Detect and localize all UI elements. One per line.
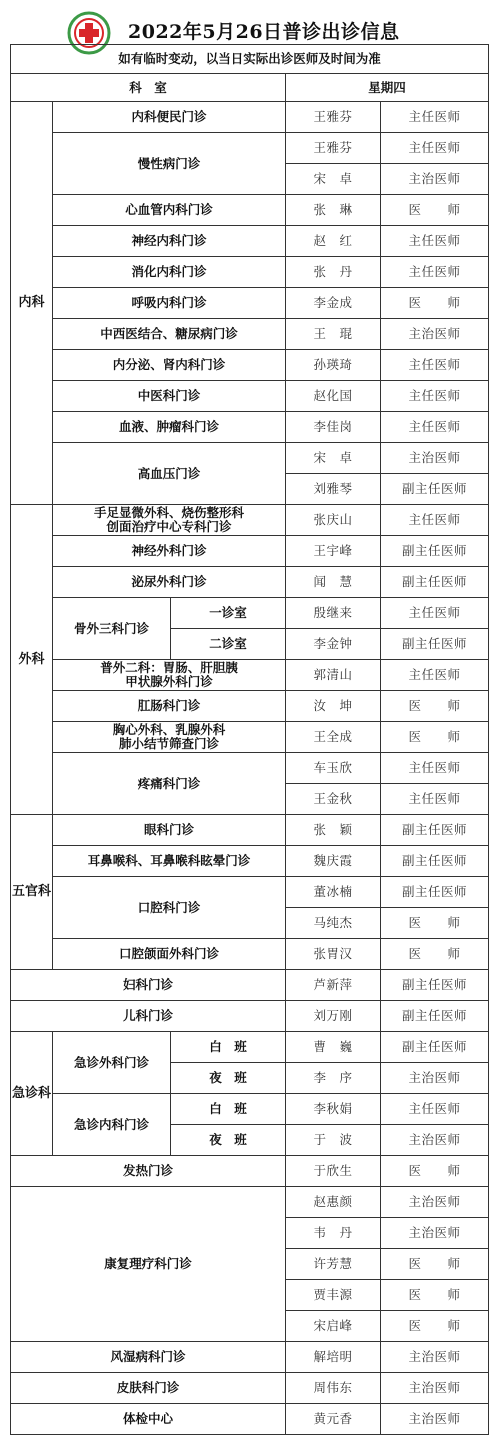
table-row bbox=[11, 598, 489, 629]
table-row bbox=[11, 660, 489, 691]
doctor-name: 宋 卓 bbox=[286, 443, 381, 474]
dept-cell: 慢性病门诊 bbox=[53, 133, 286, 195]
doctor-name: 李秋娟 bbox=[286, 1094, 381, 1125]
doctor-title: 主任医师 bbox=[381, 753, 489, 784]
doctor-name: 张 丹 bbox=[286, 257, 381, 288]
table-row bbox=[11, 1373, 489, 1404]
doctor-title: 主治医师 bbox=[381, 1125, 489, 1156]
category-jizhen: 急诊科 bbox=[11, 1032, 53, 1156]
shift-cell: 白 班 bbox=[171, 1032, 286, 1063]
table-row bbox=[11, 133, 489, 164]
shift-cell: 夜 班 bbox=[171, 1125, 286, 1156]
doctor-title: 主治医师 bbox=[381, 164, 489, 195]
table-row bbox=[11, 815, 489, 846]
schedule-table bbox=[10, 44, 489, 1435]
dept-cell: 消化内科门诊 bbox=[53, 257, 286, 288]
dept-cell: 中西医结合、糖尿病门诊 bbox=[53, 319, 286, 350]
doctor-name: 张胃汉 bbox=[286, 939, 381, 970]
dept-line: 甲状腺外科门诊 bbox=[125, 674, 213, 689]
doctor-title: 副主任医师 bbox=[381, 815, 489, 846]
doctor-name: 李金钟 bbox=[286, 629, 381, 660]
doctor-title: 主治医师 bbox=[381, 1218, 489, 1249]
table-row bbox=[11, 970, 489, 1001]
doctor-title: 主任医师 bbox=[381, 1094, 489, 1125]
doctor-title: 副主任医师 bbox=[381, 877, 489, 908]
dept-line: 创面治疗中心专科门诊 bbox=[106, 519, 232, 534]
doctor-title: 主任医师 bbox=[381, 102, 489, 133]
doctor-name: 马纯杰 bbox=[286, 908, 381, 939]
dept-cell: 急诊外科门诊 bbox=[53, 1032, 171, 1094]
dept-cell: 急诊内科门诊 bbox=[53, 1094, 171, 1156]
doctor-name: 贾丰源 bbox=[286, 1280, 381, 1311]
dept-cell: 耳鼻喉科、耳鼻喉科眩晕门诊 bbox=[53, 846, 286, 877]
table-row bbox=[11, 753, 489, 784]
doctor-title: 主治医师 bbox=[381, 1404, 489, 1435]
doctor-title: 医 师 bbox=[381, 1156, 489, 1187]
dept-line: 肺小结节筛查门诊 bbox=[118, 736, 219, 751]
doctor-name: 张 琳 bbox=[286, 195, 381, 226]
header-dept: 科 室 bbox=[11, 74, 286, 102]
doctor-name: 魏庆霞 bbox=[286, 846, 381, 877]
dept-cell: 肛肠科门诊 bbox=[53, 691, 286, 722]
dept-cell: 中医科门诊 bbox=[53, 381, 286, 412]
table-row bbox=[11, 195, 489, 226]
dept-cell: 高血压门诊 bbox=[53, 443, 286, 505]
doctor-title: 主任医师 bbox=[381, 598, 489, 629]
category-wuguan: 五官科 bbox=[11, 815, 53, 970]
sub-room: 一诊室 bbox=[171, 598, 286, 629]
doctor-name: 李 序 bbox=[286, 1063, 381, 1094]
doctor-title: 主治医师 bbox=[381, 1342, 489, 1373]
doctor-name: 闻 慧 bbox=[286, 567, 381, 598]
dept-cell bbox=[53, 505, 286, 536]
doctor-title: 医 师 bbox=[381, 1280, 489, 1311]
doctor-title: 副主任医师 bbox=[381, 970, 489, 1001]
doctor-title: 医 师 bbox=[381, 939, 489, 970]
doctor-title: 主任医师 bbox=[381, 660, 489, 691]
doctor-name: 芦新萍 bbox=[286, 970, 381, 1001]
table-row bbox=[11, 1156, 489, 1187]
doctor-name: 赵化国 bbox=[286, 381, 381, 412]
doctor-title: 副主任医师 bbox=[381, 536, 489, 567]
doctor-name: 许芳慧 bbox=[286, 1249, 381, 1280]
table-row bbox=[11, 381, 489, 412]
doctor-title: 副主任医师 bbox=[381, 846, 489, 877]
table-row bbox=[11, 1187, 489, 1218]
doctor-name: 于 波 bbox=[286, 1125, 381, 1156]
doctor-name: 黄元香 bbox=[286, 1404, 381, 1435]
doctor-name: 王雅芬 bbox=[286, 102, 381, 133]
sub-room: 二诊室 bbox=[171, 629, 286, 660]
doctor-title: 主治医师 bbox=[381, 319, 489, 350]
dept-cell: 神经外科门诊 bbox=[53, 536, 286, 567]
notice-row bbox=[11, 45, 489, 74]
dept-line: 胸心外科、乳腺外科 bbox=[112, 722, 226, 737]
dept-cell: 内科便民门诊 bbox=[53, 102, 286, 133]
dept-cell: 体检中心 bbox=[11, 1404, 286, 1435]
table-row bbox=[11, 939, 489, 970]
table-row bbox=[11, 226, 489, 257]
header-row bbox=[11, 74, 489, 102]
table-row bbox=[11, 1094, 489, 1125]
dept-cell: 呼吸内科门诊 bbox=[53, 288, 286, 319]
doctor-title: 主治医师 bbox=[381, 1187, 489, 1218]
doctor-name: 解培明 bbox=[286, 1342, 381, 1373]
table-row bbox=[11, 257, 489, 288]
dept-cell: 内分泌、肾内科门诊 bbox=[53, 350, 286, 381]
doctor-title: 医 师 bbox=[381, 908, 489, 939]
table-row bbox=[11, 722, 489, 753]
table-row bbox=[11, 319, 489, 350]
shift-cell: 白 班 bbox=[171, 1094, 286, 1125]
doctor-title: 医 师 bbox=[381, 1311, 489, 1342]
dept-cell bbox=[53, 660, 286, 691]
dept-cell bbox=[53, 722, 286, 753]
dept-cell: 骨外三科门诊 bbox=[53, 598, 171, 660]
doctor-name: 赵 红 bbox=[286, 226, 381, 257]
dept-cell: 康复理疗科门诊 bbox=[11, 1187, 286, 1342]
doctor-name: 车玉欣 bbox=[286, 753, 381, 784]
doctor-name: 郭清山 bbox=[286, 660, 381, 691]
doctor-name: 李金成 bbox=[286, 288, 381, 319]
doctor-name: 刘万刚 bbox=[286, 1001, 381, 1032]
doctor-name: 王金秋 bbox=[286, 784, 381, 815]
doctor-name: 宋启峰 bbox=[286, 1311, 381, 1342]
doctor-title: 主任医师 bbox=[381, 505, 489, 536]
doctor-title: 主治医师 bbox=[381, 1063, 489, 1094]
doctor-name: 王雅芬 bbox=[286, 133, 381, 164]
doctor-name: 于欣生 bbox=[286, 1156, 381, 1187]
table-row bbox=[11, 846, 489, 877]
doctor-title: 主任医师 bbox=[381, 133, 489, 164]
table-row bbox=[11, 288, 489, 319]
doctor-title: 医 师 bbox=[381, 691, 489, 722]
table-row bbox=[11, 443, 489, 474]
doctor-name: 孙瑛琦 bbox=[286, 350, 381, 381]
doctor-title: 副主任医师 bbox=[381, 1001, 489, 1032]
doctor-title: 主治医师 bbox=[381, 1373, 489, 1404]
doctor-title: 主任医师 bbox=[381, 381, 489, 412]
doctor-name: 周伟东 bbox=[286, 1373, 381, 1404]
doctor-title: 医 师 bbox=[381, 195, 489, 226]
doctor-name: 王 琨 bbox=[286, 319, 381, 350]
doctor-name: 董冰楠 bbox=[286, 877, 381, 908]
dept-cell: 口腔科门诊 bbox=[53, 877, 286, 939]
dept-cell: 心血管内科门诊 bbox=[53, 195, 286, 226]
category-waike: 外科 bbox=[11, 505, 53, 815]
doctor-title: 主任医师 bbox=[381, 257, 489, 288]
doctor-title: 主任医师 bbox=[381, 412, 489, 443]
dept-cell: 神经内科门诊 bbox=[53, 226, 286, 257]
doctor-title: 主任医师 bbox=[381, 226, 489, 257]
doctor-title: 副主任医师 bbox=[381, 629, 489, 660]
doctor-name: 刘雅琴 bbox=[286, 474, 381, 505]
table-row bbox=[11, 350, 489, 381]
doctor-name: 张 颖 bbox=[286, 815, 381, 846]
doctor-title: 副主任医师 bbox=[381, 1032, 489, 1063]
doctor-name: 张庆山 bbox=[286, 505, 381, 536]
table-row bbox=[11, 102, 489, 133]
table-row bbox=[11, 877, 489, 908]
page-header bbox=[10, 10, 488, 43]
doctor-name: 汝 坤 bbox=[286, 691, 381, 722]
doctor-title: 医 师 bbox=[381, 1249, 489, 1280]
table-row bbox=[11, 1404, 489, 1435]
doctor-name: 曹 巍 bbox=[286, 1032, 381, 1063]
dept-cell: 儿科门诊 bbox=[11, 1001, 286, 1032]
table-row bbox=[11, 1001, 489, 1032]
doctor-title: 主任医师 bbox=[381, 350, 489, 381]
doctor-title: 医 师 bbox=[381, 722, 489, 753]
doctor-title: 副主任医师 bbox=[381, 474, 489, 505]
dept-line: 手足显微外科、烧伤整形科 bbox=[93, 505, 244, 520]
table-row bbox=[11, 505, 489, 536]
doctor-name: 韦 丹 bbox=[286, 1218, 381, 1249]
table-row bbox=[11, 1342, 489, 1373]
table-row bbox=[11, 567, 489, 598]
dept-cell: 疼痛科门诊 bbox=[53, 753, 286, 815]
dept-cell: 口腔颌面外科门诊 bbox=[53, 939, 286, 970]
doctor-name: 王宇峰 bbox=[286, 536, 381, 567]
page-title: 2022年5月26日普诊出诊信息 bbox=[128, 21, 400, 43]
dept-cell: 皮肤科门诊 bbox=[11, 1373, 286, 1404]
dept-line: 普外二科：胃肠、肝胆胰 bbox=[100, 660, 238, 675]
notice-text: 如有临时变动，以当日实际出诊医师及时间为准 bbox=[11, 45, 489, 74]
doctor-name: 李佳岗 bbox=[286, 412, 381, 443]
doctor-name: 宋 卓 bbox=[286, 164, 381, 195]
doctor-name: 赵惠颜 bbox=[286, 1187, 381, 1218]
doctor-title: 医 师 bbox=[381, 288, 489, 319]
dept-cell: 风湿病科门诊 bbox=[11, 1342, 286, 1373]
table-row bbox=[11, 1032, 489, 1063]
dept-cell: 妇科门诊 bbox=[11, 970, 286, 1001]
table-row bbox=[11, 536, 489, 567]
category-neike: 内科 bbox=[11, 102, 53, 505]
dept-cell: 发热门诊 bbox=[11, 1156, 286, 1187]
header-day: 星期四 bbox=[286, 74, 489, 102]
dept-cell: 泌尿外科门诊 bbox=[53, 567, 286, 598]
table-row bbox=[11, 691, 489, 722]
doctor-name: 殷继来 bbox=[286, 598, 381, 629]
dept-cell: 眼科门诊 bbox=[53, 815, 286, 846]
dept-cell: 血液、肿瘤科门诊 bbox=[53, 412, 286, 443]
table-row bbox=[11, 412, 489, 443]
shift-cell: 夜 班 bbox=[171, 1063, 286, 1094]
doctor-title: 主治医师 bbox=[381, 443, 489, 474]
doctor-title: 副主任医师 bbox=[381, 567, 489, 598]
doctor-name: 王全成 bbox=[286, 722, 381, 753]
doctor-title: 主任医师 bbox=[381, 784, 489, 815]
